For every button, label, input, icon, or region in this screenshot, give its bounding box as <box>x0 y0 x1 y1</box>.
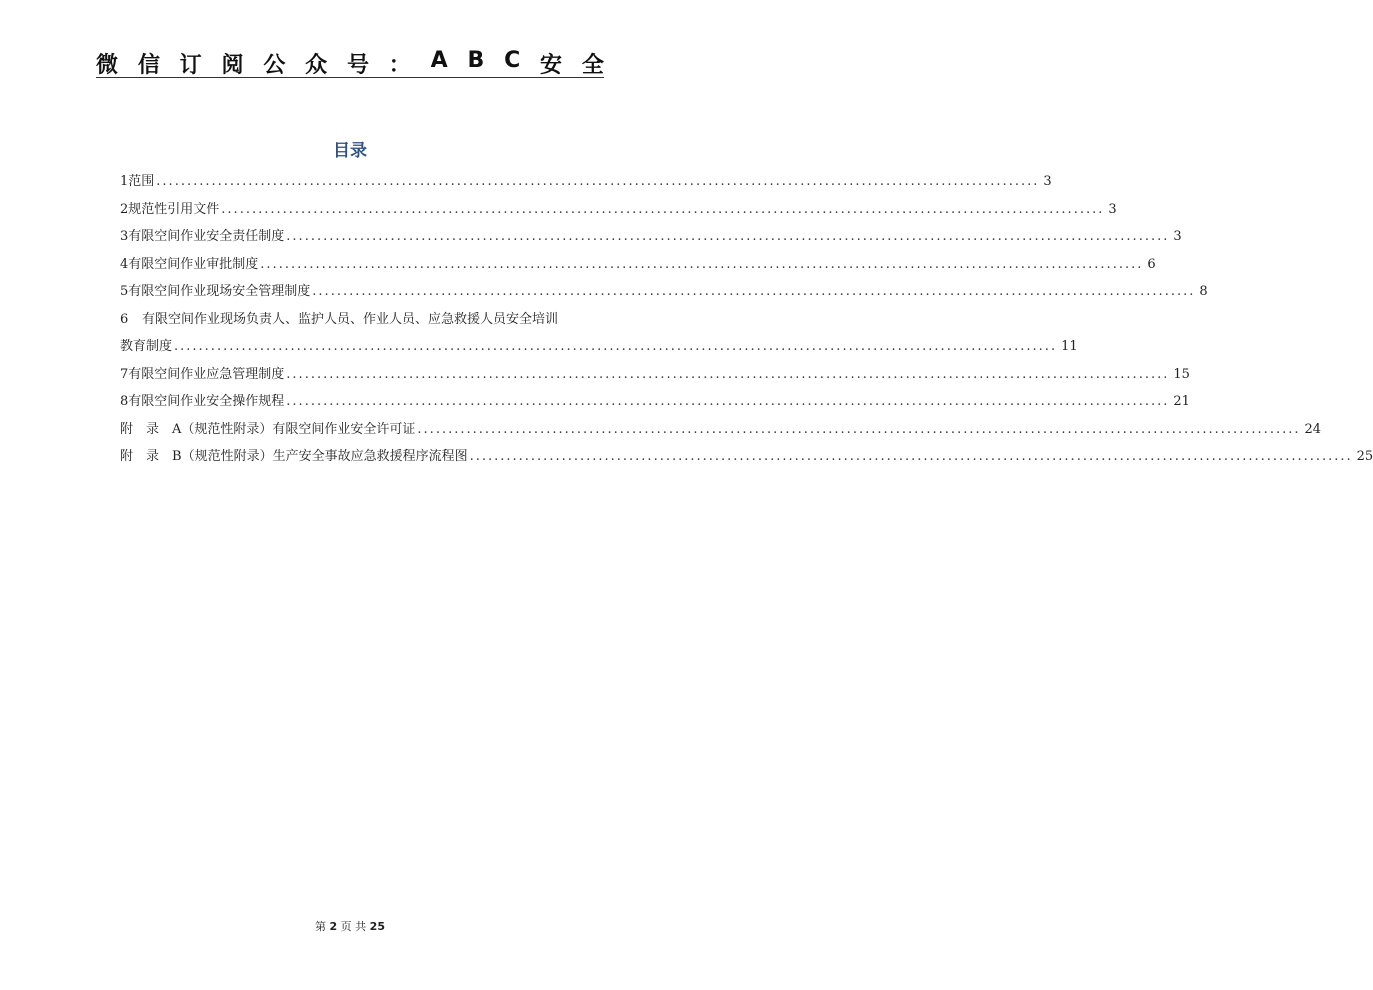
header-char: B <box>467 48 485 73</box>
toc-entry-page: 25 <box>1356 449 1373 464</box>
toc-entry-page: 3 <box>1108 201 1117 217</box>
toc-entry-page: 24 <box>1304 421 1322 437</box>
appendix-kind: （规范性附录） <box>181 421 273 437</box>
toc-entry-page: 3 <box>1173 229 1182 244</box>
toc-entry-page: 11 <box>1061 339 1078 354</box>
toc-leader-dots: ................................................................................................................................................ <box>286 366 1170 382</box>
toc-entry-number: 6 <box>120 311 129 327</box>
toc-leader-dots: ................................................................................................................................................ <box>312 284 1196 299</box>
appendix-label: 附 录 B <box>120 449 182 464</box>
toc-leader-dots: ................................................................................................................................................ <box>417 421 1301 437</box>
appendix-title: 生产安全事故应急救援程序流程图 <box>272 449 468 464</box>
toc-entry-7[interactable] <box>120 361 1190 389</box>
header-title <box>96 48 604 79</box>
toc-entry-number: 8 <box>120 394 129 409</box>
appendix-label: 附 录 A <box>120 421 182 437</box>
toc-entry-6[interactable] <box>120 306 588 334</box>
header-char: 全 <box>581 53 604 78</box>
toc-entry-4[interactable] <box>120 251 1156 279</box>
toc-entry-number: 7 <box>120 366 129 382</box>
header-char: 安 <box>540 53 563 78</box>
toc-entry-title: 规范性引用文件 <box>128 201 220 217</box>
toc-entry-title: 有限空间作业安全责任制度 <box>128 229 285 244</box>
toc-entry-page: 3 <box>1043 174 1052 189</box>
toc-entry-1[interactable] <box>120 168 1052 196</box>
header-char: C <box>504 48 521 73</box>
toc-entry-number: 2 <box>120 201 129 217</box>
toc-entry-number: 1 <box>120 174 129 189</box>
toc-entry-page: 15 <box>1173 366 1190 382</box>
toc-entry-title: 有限空间作业安全操作规程 <box>128 394 285 409</box>
toc-leader-dots: ................................................................................................................................................ <box>260 256 1144 272</box>
toc-entry-5[interactable] <box>120 278 1208 306</box>
footer-prefix: 第 <box>315 920 327 933</box>
toc-leader-dots: ................................................................................................................................................ <box>469 449 1353 464</box>
toc-entry-2[interactable] <box>120 196 1117 224</box>
toc-entry-title: 有限空间作业现场负责人、监护人员、作业人员、应急救援人员安全培训 <box>142 311 559 327</box>
appendix-kind: （规范性附录） <box>181 449 273 464</box>
toc-entry-page: 21 <box>1173 394 1190 409</box>
table-of-contents <box>120 168 1373 471</box>
footer-total-pages: 25 <box>369 920 385 933</box>
toc-entry-title: 有限空间作业审批制度 <box>128 256 259 272</box>
toc-leader-dots: ................................................................................................................................................ <box>174 339 1058 354</box>
toc-entry-number: 3 <box>120 229 129 244</box>
toc-leader-dots: ................................................................................................................................................ <box>286 394 1170 409</box>
header-char: 众 <box>305 53 328 78</box>
toc-entry-8[interactable] <box>120 388 1190 416</box>
toc-entry-title-continuation: 教育制度 <box>120 339 173 354</box>
toc-entry-title: 有限空间作业现场安全管理制度 <box>128 284 311 299</box>
toc-entry-page: 6 <box>1147 256 1156 272</box>
header-char: A <box>430 48 448 73</box>
toc-entry-page: 8 <box>1199 284 1208 299</box>
toc-title: 目录 <box>333 141 367 161</box>
toc-appendix-b[interactable] <box>120 443 1373 471</box>
page-footer <box>0 918 700 934</box>
toc-leader-dots: ................................................................................................................................................ <box>156 174 1040 189</box>
header-rule <box>96 77 604 78</box>
header-char: 订 <box>179 53 202 78</box>
header-char: ： <box>388 53 411 78</box>
toc-entry-number: 4 <box>120 256 129 272</box>
header-char: 阅 <box>221 53 244 78</box>
toc-entry-6-continuation[interactable] <box>120 333 1078 361</box>
toc-leader-dots: ................................................................................................................................................ <box>286 229 1170 244</box>
appendix-title: 有限空间作业安全许可证 <box>272 421 416 437</box>
toc-leader-dots: ................................................................................................................................................ <box>221 201 1105 217</box>
header-char: 信 <box>137 53 160 78</box>
header-char: 微 <box>96 53 119 78</box>
header-char: 号 <box>346 53 369 78</box>
toc-entry-title: 有限空间作业应急管理制度 <box>128 366 285 382</box>
toc-entry-title: 范围 <box>128 174 155 189</box>
toc-entry-3[interactable] <box>120 223 1182 251</box>
footer-middle: 页 共 <box>340 920 367 933</box>
toc-appendix-a[interactable] <box>120 416 1322 444</box>
header-char: 公 <box>263 53 286 78</box>
toc-entry-number: 5 <box>120 284 129 299</box>
footer-current-page: 2 <box>329 920 338 933</box>
